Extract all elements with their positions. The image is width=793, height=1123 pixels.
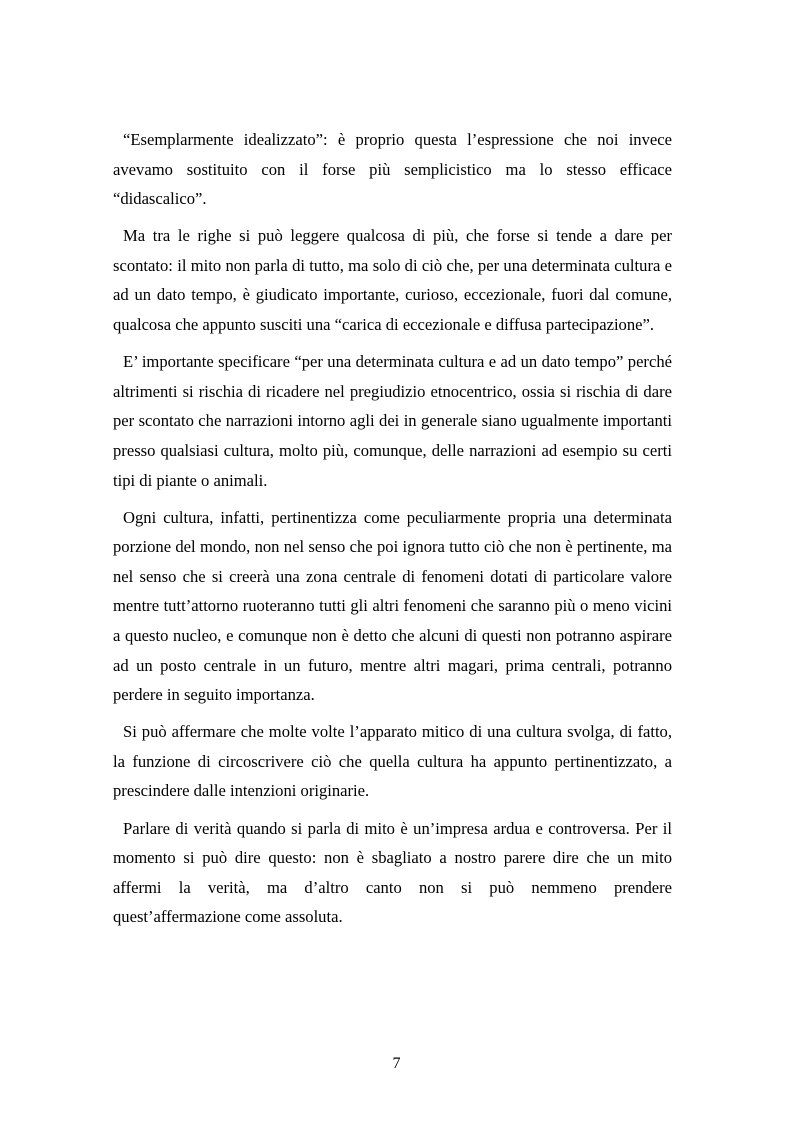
paragraph-4: Ogni cultura, infatti, pertinentizza come peculiarmente propria una determinata porzione del mondo, non nel senso che poi ignora tutto ciò che non è pertinente, ma nel senso che si creerà una zona centrale di fenomeni dotati di particolare valore mentre tutt’attorno ruoteranno tutti gli altri fenomeni che saranno più o meno vicini a questo nucleo, e comunque non è detto che alcuni di questi non potranno aspirare ad un posto centrale in un futuro, mentre altri magari, prima centrali, potranno perdere in seguito importanza.	[113, 507, 672, 705]
page-body	[113, 125, 672, 939]
page-number: 7	[392, 1055, 401, 1072]
paragraph-3: E’ importante specificare “per una determinata cultura e ad un dato tempo” perché altrimenti si rischia di ricadere nel pregiudizio etnocentrico, ossia si rischia di dare per scontato che narrazioni intorno agli dei in generale siano ugualmente importanti presso qualsiasi cultura, molto più, comunque, delle narrazioni ad esempio su certi tipi di piante o animali.	[113, 352, 672, 490]
paragraph-5: Si può affermare che molte volte l’apparato mitico di una cultura svolga, di fatto, la funzione di circoscrivere ciò che quella cultura ha appunto pertinentizzato, a prescindere dalle intenzioni originarie.	[113, 722, 672, 801]
paragraph-1: “Esemplarmente idealizzato”: è proprio questa l’espressione che noi invece avevamo sostituito con il forse più semplicistico ma lo stesso efficace “didascalico”.	[113, 130, 672, 209]
paragraph-2: Ma tra le righe si può leggere qualcosa di più, che forse si tende a dare per scontato: il mito non parla di tutto, ma solo di ciò che, per una determinata cultura e ad un dato tempo, è giudicato importante, curioso, eccezionale, fuori dal comune, qualcosa che appunto susciti una “carica di eccezionale e diffusa partecipazione”.	[113, 226, 672, 335]
paragraph-6: Parlare di verità quando si parla di mito è un’impresa ardua e controversa. Per il momento si può dire questo: non è sbagliato a nostro parere dire che un mito affermi la verità, ma d’altro canto non si può nemmeno prendere quest’affermazione come assoluta.	[113, 818, 672, 927]
